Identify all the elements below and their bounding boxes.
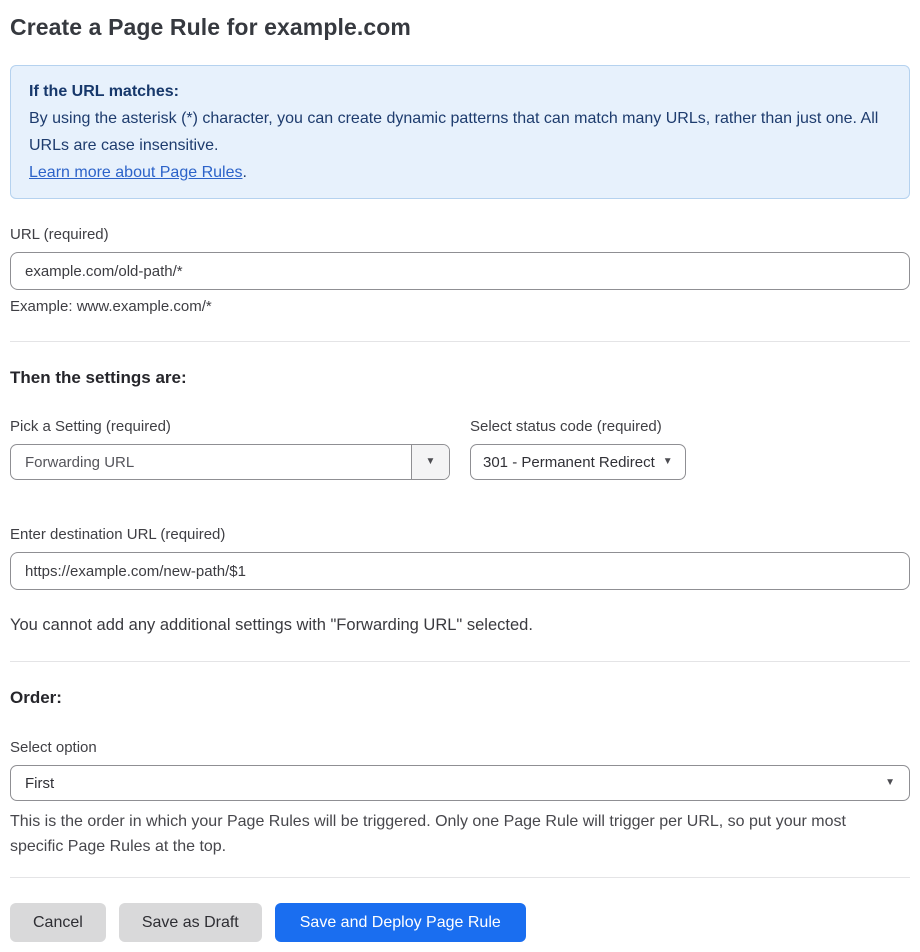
status-code-field <box>470 418 710 480</box>
info-box-body: By using the asterisk (*) character, you can create dynamic patterns that can match many URLs, rather than just one. All URLs are case insensitive. <box>29 110 879 154</box>
status-code-select[interactable] <box>470 444 686 480</box>
divider <box>10 341 910 342</box>
page-title: Create a Page Rule for example.com <box>10 14 411 40</box>
order-help-text: This is the order in which your Page Rules will be triggered. Only one Page Rule will trigger per URL, so put your most specific Page Rules at the top. <box>10 813 846 855</box>
link-suffix: . <box>242 164 247 181</box>
url-field-label: URL (required) <box>10 226 109 243</box>
cancel-button[interactable]: Cancel <box>10 903 106 942</box>
destination-url-label: Enter destination URL (required) <box>10 526 226 543</box>
url-input[interactable] <box>10 252 910 290</box>
forwarding-url-note: You cannot add any additional settings with "Forwarding URL" selected. <box>10 616 533 634</box>
status-code-label: Select status code (required) <box>470 418 662 435</box>
destination-url-input[interactable] <box>10 552 910 590</box>
divider <box>10 661 910 662</box>
order-select-value: First <box>25 774 55 792</box>
chevron-down-icon: ▼ <box>425 456 436 467</box>
info-box-heading: If the URL matches: <box>29 83 179 100</box>
chevron-down-icon: ▼ <box>662 456 673 467</box>
divider <box>10 877 910 878</box>
setting-label: Pick a Setting (required) <box>10 418 171 435</box>
setting-select-value: Forwarding URL <box>25 453 135 471</box>
save-as-draft-button[interactable]: Save as Draft <box>119 903 262 942</box>
info-box-link-line <box>29 159 891 186</box>
setting-field <box>10 418 450 480</box>
settings-dropdown-row <box>10 418 910 480</box>
save-and-deploy-button[interactable]: Save and Deploy Page Rule <box>275 903 526 942</box>
status-code-select-value: 301 - Permanent Redirect <box>483 453 655 471</box>
url-example-text: Example: www.example.com/* <box>10 298 212 315</box>
order-section-heading: Order: <box>10 688 62 707</box>
learn-more-link[interactable]: Learn more about Page Rules <box>29 164 243 181</box>
chevron-down-icon: ▼ <box>885 777 895 788</box>
settings-section-heading: Then the settings are: <box>10 368 187 387</box>
url-match-info-box <box>10 65 910 199</box>
setting-select[interactable] <box>10 444 450 480</box>
action-buttons <box>10 903 910 942</box>
order-select[interactable] <box>10 765 910 801</box>
order-select-label: Select option <box>10 739 97 756</box>
setting-select-arrow-segment[interactable] <box>411 445 449 479</box>
